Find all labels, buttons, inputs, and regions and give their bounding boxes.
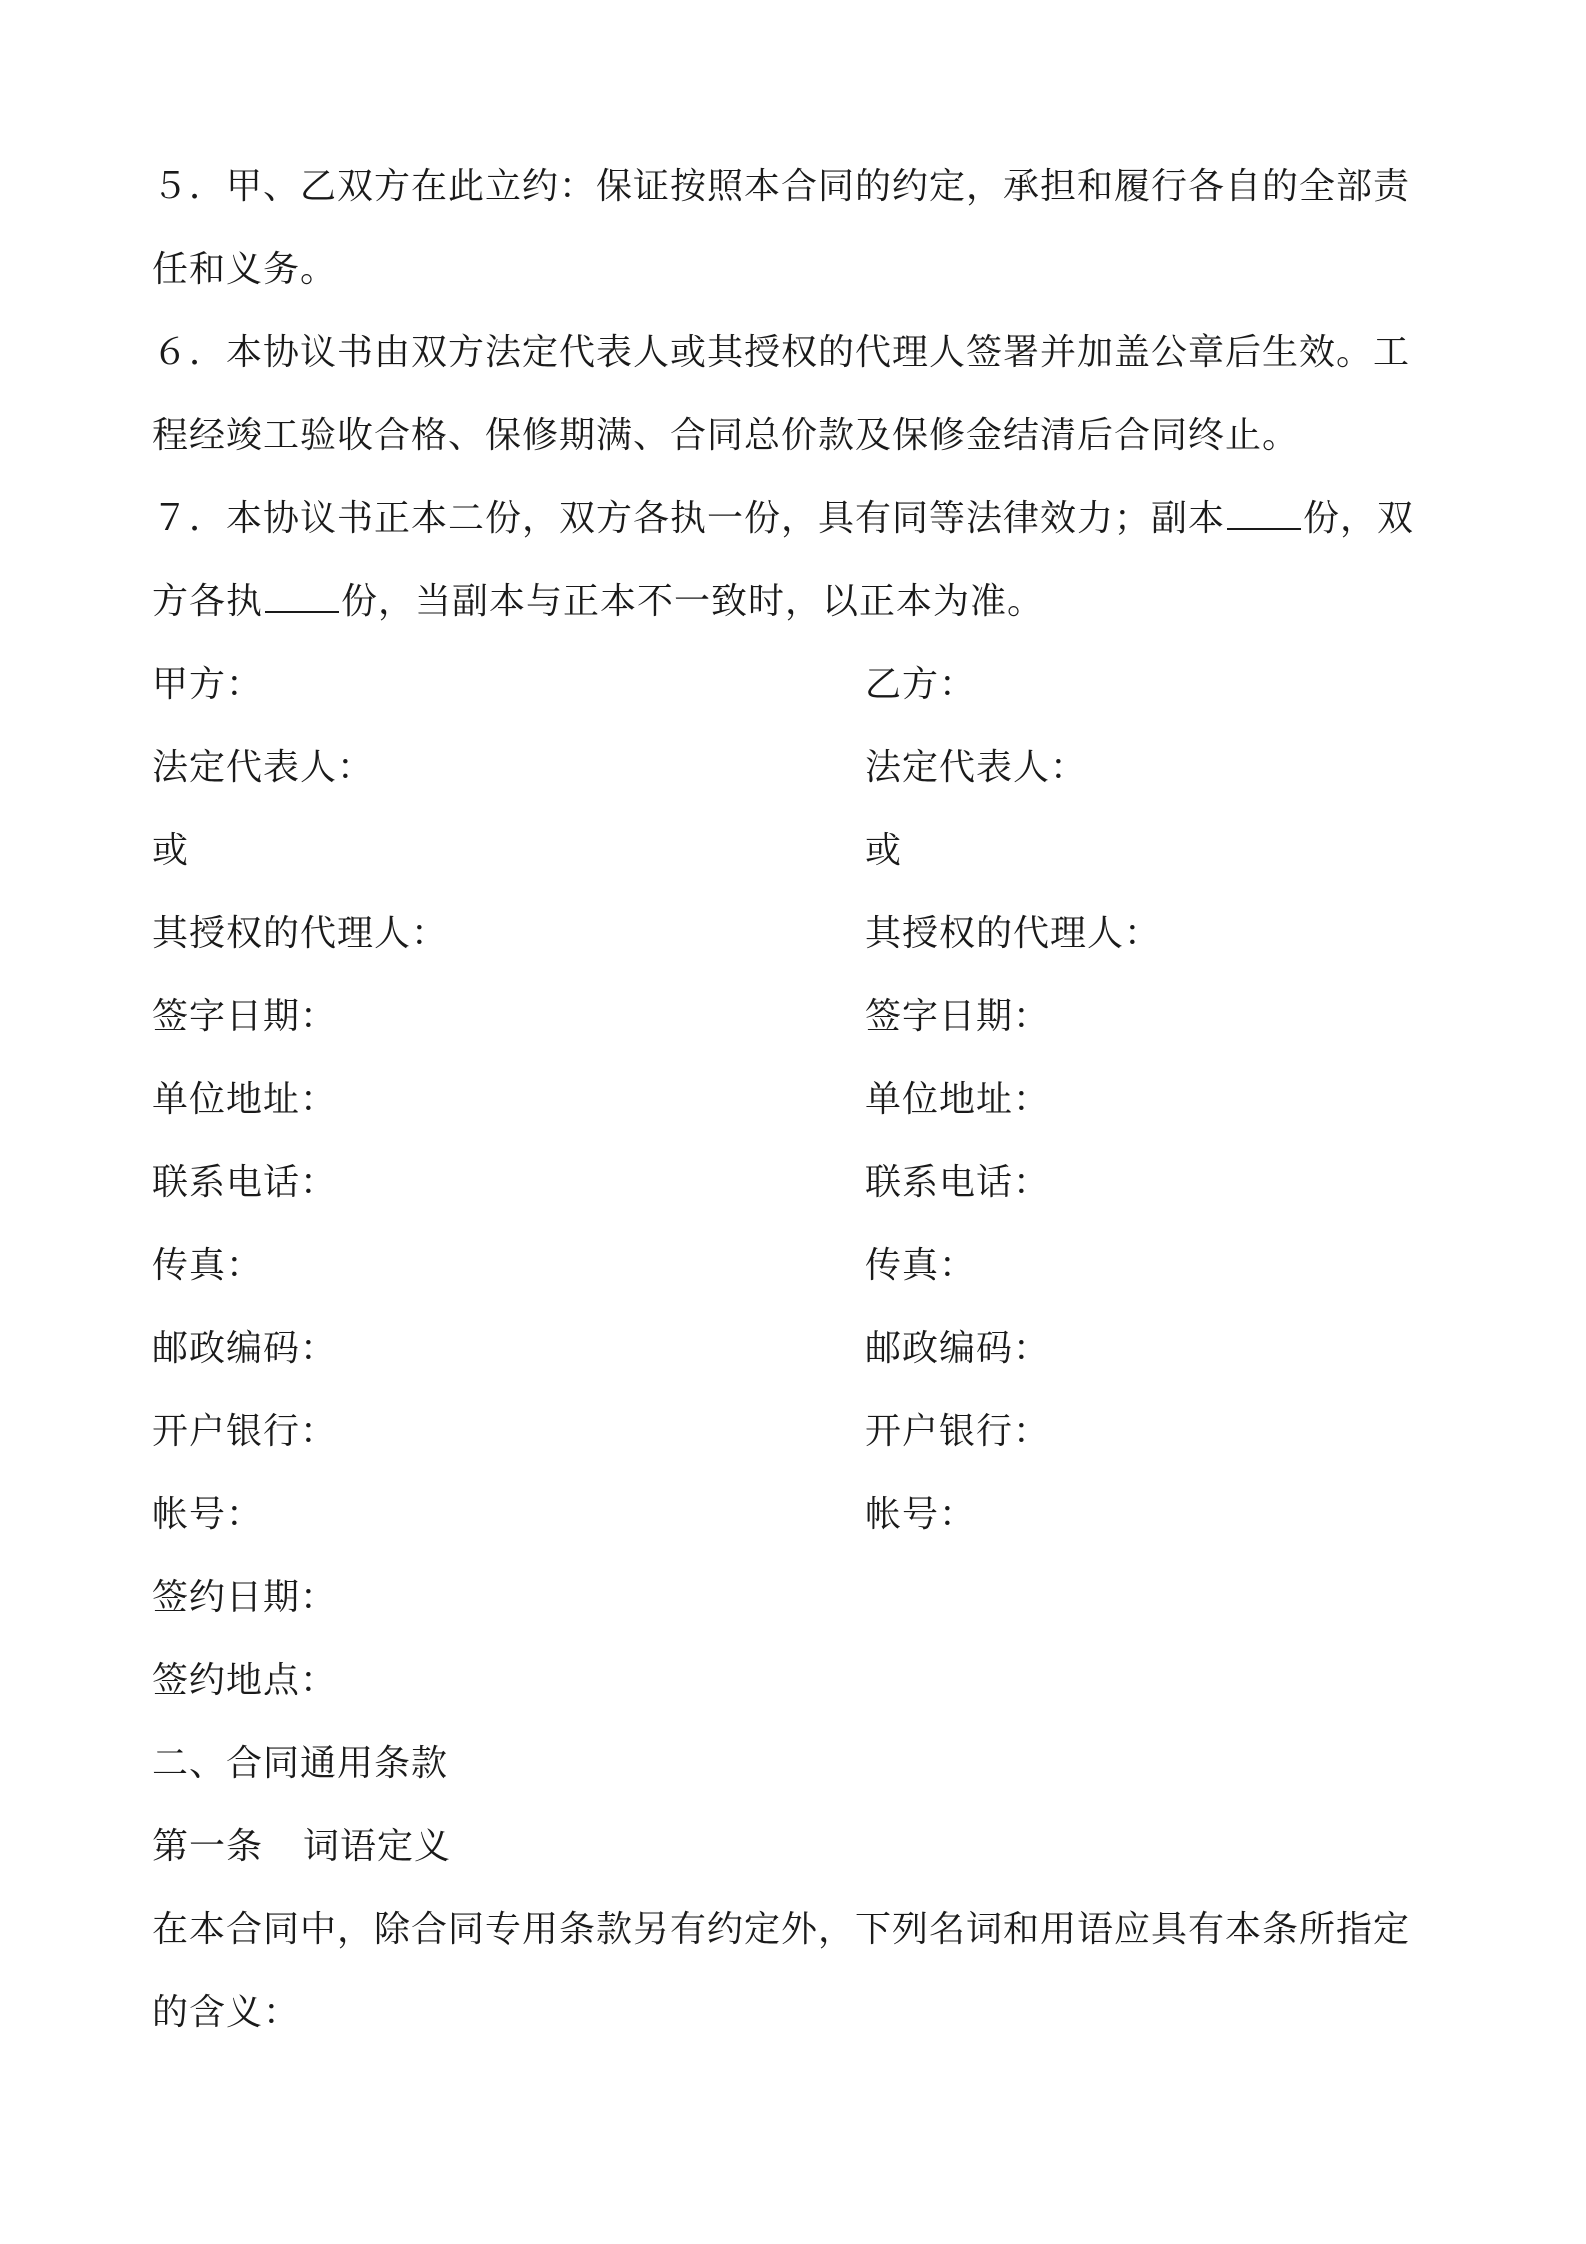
clause-6-text-line-1: 本协议书由双方法定代表人或其授权的代理人签署并加盖公章后生效。工 (226, 332, 1411, 373)
copies-blank-total[interactable] (1227, 498, 1301, 530)
clause-7-text-c: 方各执 (152, 581, 264, 622)
party-a-fax-label: 传真： (152, 1245, 264, 1286)
party-a-address-label: 单位地址： (152, 1079, 338, 1120)
clause-6 (152, 311, 1434, 477)
clause-6-number: ６． (152, 332, 227, 373)
signature-row-or (152, 809, 1434, 892)
clause-5-line-2: 任和义务。 (152, 249, 338, 290)
party-b-account-label: 帐号： (865, 1494, 977, 1535)
signature-row-phone (152, 1141, 1434, 1224)
signature-row-bank (152, 1390, 1434, 1473)
party-b-title: 乙方： (865, 664, 977, 705)
clause-5-text-line-1: 甲、乙双方在此立约：保证按照本合同的约定，承担和履行各自的全部责 (226, 166, 1411, 207)
party-a-postcode-label: 邮政编码： (152, 1328, 338, 1369)
party-b-address-label: 单位地址： (865, 1079, 1051, 1120)
party-b-sign-date-label: 签字日期： (865, 996, 1051, 1037)
clause-7-line-2 (152, 560, 1434, 643)
party-a-sign-date-label: 签字日期： (152, 996, 338, 1037)
party-a-account-label: 帐号： (152, 1494, 264, 1535)
clause-5-line-1 (152, 145, 1434, 228)
clause-7-text-d: 份，当副本与正本不一致时，以正本为准。 (341, 581, 1045, 622)
signature-block (152, 643, 1434, 1556)
signature-row-title (152, 643, 1434, 726)
party-b-fax-label: 传真： (865, 1245, 977, 1286)
clause-7-text-a: 本协议书正本二份，双方各执一份，具有同等法律效力；副本 (226, 498, 1226, 539)
clause-7-number: ７． (152, 498, 227, 539)
party-a-agent-label: 其授权的代理人： (152, 913, 449, 954)
signing-date-label: 签约日期： (152, 1577, 338, 1618)
clause-5 (152, 145, 1434, 311)
party-a-title: 甲方： (152, 664, 264, 705)
copies-blank-each[interactable] (265, 581, 339, 613)
document-body (152, 145, 1434, 2054)
clause-6-line-1 (152, 311, 1434, 394)
party-b-phone-label: 联系电话： (865, 1162, 1051, 1203)
article-title: 词语定义 (303, 1826, 452, 1867)
party-a-phone-label: 联系电话： (152, 1162, 338, 1203)
definition-intro-line-1: 在本合同中，除合同专用条款另有约定外，下列名词和用语应具有本条所指定 (152, 1909, 1411, 1950)
article-heading (152, 1805, 1434, 1888)
clause-7-line-1 (152, 477, 1434, 560)
party-b-bank-label: 开户银行： (865, 1411, 1051, 1452)
signature-row-fax (152, 1224, 1434, 1307)
definition-intro (152, 1888, 1434, 2054)
party-a-bank-label: 开户银行： (152, 1411, 338, 1452)
signature-row-legal-rep (152, 726, 1434, 809)
signature-row-agent (152, 892, 1434, 975)
definition-intro-line-2: 的含义： (152, 1992, 301, 2033)
clause-6-line-2: 程经竣工验收合格、保修期满、合同总价款及保修金结清后合同终止。 (152, 415, 1300, 456)
party-b-legal-rep-label: 法定代表人： (865, 747, 1088, 788)
clause-7-text-b: 份，双 (1303, 498, 1415, 539)
signature-row-sign-date (152, 975, 1434, 1058)
party-b-agent-label: 其授权的代理人： (865, 913, 1162, 954)
signature-row-address (152, 1058, 1434, 1141)
party-b-or-label: 或 (865, 830, 903, 871)
signature-row-postcode (152, 1307, 1434, 1390)
clause-5-number: ５． (152, 166, 227, 207)
signing-place-label: 签约地点： (152, 1660, 338, 1701)
signature-row-account (152, 1473, 1434, 1556)
party-a-legal-rep-label: 法定代表人： (152, 747, 375, 788)
article-number: 第一条 (152, 1826, 264, 1867)
party-b-postcode-label: 邮政编码： (865, 1328, 1051, 1369)
party-a-or-label: 或 (152, 830, 190, 871)
clause-7 (152, 477, 1434, 643)
section-heading: 二、合同通用条款 (152, 1743, 449, 1784)
